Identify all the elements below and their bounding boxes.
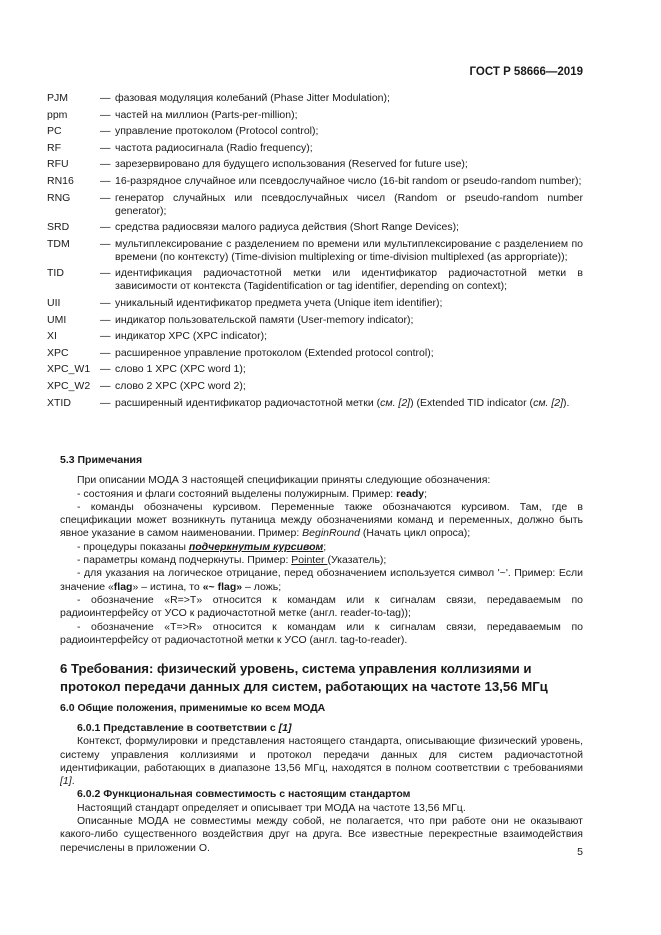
document-header: ГОСТ Р 58666—2019 <box>469 66 583 78</box>
abbreviation-description: мультиплексирование с разделением по времени или мультиплексирование с разделением по времени (по контексту) (Time-division multiplexing or time-division multiplexed (as appropriate)); <box>115 237 583 263</box>
abbreviation-dash: — <box>100 346 111 359</box>
abbreviation-dash: — <box>100 396 111 409</box>
abbreviation-item <box>47 175 583 188</box>
abbreviation-item <box>47 125 583 138</box>
abbreviation-description: индикатор XPC (XPC indicator); <box>115 330 267 343</box>
abbreviation-description: слово 2 XPC (XPC word 2); <box>115 379 246 392</box>
notes-item-negation <box>60 567 583 594</box>
notes-not-flag: «~ flag» <box>202 580 243 593</box>
abbreviation-description: слово 1 XPC (XPC word 1); <box>115 363 246 376</box>
section-6-title: 6 Требования: физический уровень, система управления коллизиями и протокол передачи данных для систем, работающих на частоте 13,56 МГц <box>60 661 548 694</box>
abbreviation-dash: — <box>100 267 111 280</box>
notes-item-bold <box>60 488 583 501</box>
abbreviation-dash: — <box>100 330 111 343</box>
abbreviation-description <box>115 397 583 410</box>
abbreviation-description: фазовая модуляция колебаний (Phase Jitter Modulation); <box>115 92 390 104</box>
notes-heading: 5.3 Примечания <box>60 454 143 466</box>
abbreviation-term: XTID <box>47 396 71 409</box>
abbreviation-term: TID <box>47 267 64 280</box>
abbreviation-term: RF <box>47 141 61 154</box>
abbreviation-term: XPC <box>47 346 69 359</box>
abbreviation-term: TDM <box>47 237 70 250</box>
xtid-see-2: см. <box>533 396 549 409</box>
abbreviation-term: RFU <box>47 158 69 171</box>
abbreviation-term: RN16 <box>47 174 74 187</box>
section-6-0-2-heading: 6.0.2 Функциональная совместимость с настоящим стандартом <box>77 788 411 801</box>
paragraph-ref: [1] <box>60 775 72 788</box>
abbreviation-item <box>47 363 583 376</box>
abbreviation-dash: — <box>100 363 111 376</box>
abbreviation-description: индикатор пользовательской памяти (User-memory indicator); <box>115 313 414 326</box>
xtid-see: см. <box>380 396 396 409</box>
abbreviation-dash: — <box>100 158 111 171</box>
abbreviation-description: частей на миллион (Parts-per-million); <box>115 108 298 121</box>
page-number: 5 <box>577 846 583 858</box>
xtid-ref-2: [2] <box>551 396 564 409</box>
notes-example-italic: BeginRound <box>302 527 360 540</box>
abbreviation-term: UII <box>47 296 61 309</box>
abbreviation-term: XPC_W2 <box>47 379 91 392</box>
abbreviation-dash: — <box>100 191 111 204</box>
abbreviation-item <box>47 109 583 122</box>
notes-section <box>60 454 583 647</box>
abbreviation-description: средства радиосвязи малого радиуса действия (Short Range Devices); <box>115 221 459 234</box>
abbreviation-description: идентификация радиочастотной метки или идентификатор радиочастотной метки в зависимости от контекста (Tagidentification or tag identifier, depending on context); <box>115 267 583 293</box>
abbreviation-term: PJM <box>47 92 68 104</box>
abbreviation-dash: — <box>100 92 111 104</box>
abbreviation-item <box>47 314 583 327</box>
abbreviation-item-xtid <box>47 397 583 410</box>
abbreviation-description: управление протоколом (Protocol control); <box>115 125 319 138</box>
notes-text: ; <box>323 540 327 553</box>
abbreviation-item <box>47 92 583 105</box>
section-6-0-1-text <box>60 735 583 788</box>
notes-item-r-to-t: - обозначение «R=>T» относится к командам или к сигналам связи, передаваемым по радиоинтерфейсу от УСО к радиочастотной метке (англ. reader-to-tag)); <box>60 593 583 620</box>
heading-text: 6.0.1 Представление в соответствии с <box>77 722 279 734</box>
notes-item-t-to-r: - обозначение «T=>R» относится к командам или к сигналам связи, передаваемым по радиоинтерфейсу от радиочастотной метки к УСО (англ. tag-to-reader). <box>60 620 583 646</box>
notes-text: ; <box>424 487 428 500</box>
paragraph-text: Контекст, формулировки и представления настоящего стандарта, описывающие физический уровень, систему управления коллизиями и протокол передачи данных для систем радиочастотной идентификации, работающих в диапазоне 13,56 МГц, находятся в полном соответствии с требованиями <box>60 735 583 774</box>
abbreviation-dash: — <box>100 221 111 234</box>
notes-item-procedures <box>60 541 583 554</box>
abbreviation-item <box>47 142 583 155</box>
notes-text: (Начать цикл опроса); <box>359 527 471 540</box>
abbreviation-term: XI <box>47 330 57 343</box>
abbreviation-description: частота радиосигнала (Radio frequency); <box>115 141 313 154</box>
abbreviation-item <box>47 221 583 234</box>
abbreviation-dash: — <box>100 174 111 187</box>
notes-example-bold: ready <box>396 487 425 500</box>
abbreviation-item <box>47 330 583 343</box>
abbreviation-description: уникальный идентификатор предмета учета (Unique item identifier); <box>115 296 443 309</box>
abbreviation-dash: — <box>100 237 111 250</box>
xtid-desc-c: ). <box>563 396 570 409</box>
abbreviation-dash: — <box>100 141 111 154</box>
notes-intro: При описании МОДА 3 настоящей спецификации приняты следующие обозначения: <box>77 474 491 487</box>
heading-ref: [1] <box>278 722 292 734</box>
abbreviation-item <box>47 158 583 171</box>
notes-example-underlined-italic: подчеркнутым курсивом <box>188 540 324 553</box>
abbreviation-item <box>47 238 583 264</box>
abbreviation-list <box>47 92 583 413</box>
notes-example-underlined: Pointer <box>291 554 328 567</box>
notes-item-parameters <box>60 554 583 567</box>
abbreviation-dash: — <box>100 296 111 309</box>
xtid-desc-b: ) (Extended TID indicator ( <box>410 396 534 409</box>
notes-item-italic <box>60 501 583 541</box>
xtid-ref: [2] <box>398 396 411 409</box>
notes-text: - команды обозначены курсивом. Переменные также обозначаются курсивом. Там, где в спецификации может возникнуть путаница между обозначениями команд и переменных, должно быть явное указание в самом наименовании. Пример: <box>60 500 583 540</box>
section-6-0-1-heading <box>60 722 583 735</box>
abbreviation-description: 16-разрядное случайное или псевдослучайное число (16-bit random or pseudo-random number); <box>115 174 582 187</box>
abbreviation-term: SRD <box>47 221 70 234</box>
abbreviation-description: генератор случайных или псевдослучайных чисел (Random or pseudo-random number generator); <box>115 191 583 217</box>
notes-text: - состояния и флаги состояний выделены полужирным. Пример: <box>77 487 397 500</box>
notes-flag: flag <box>113 580 133 593</box>
section-6-0-2-p2: Описанные МОДА не совместимы между собой, не полагается, что при работе они не оказывают какого-либо существенного воздействия друг на друга. Все известные перекрестные взаимодействия перечислены в приложении О. <box>60 815 583 854</box>
abbreviation-dash: — <box>100 313 111 326</box>
section-6-0-heading: 6.0 Общие положения, применимые ко всем МОДА <box>60 702 326 714</box>
abbreviation-term: UMI <box>47 313 67 326</box>
section-6-0-2-p1: Настоящий стандарт определяет и описывает три МОДА на частоте 13,56 МГц. <box>77 801 466 814</box>
section-6 <box>60 660 583 855</box>
abbreviation-dash: — <box>100 108 111 121</box>
notes-text: » – истина, то <box>132 580 203 593</box>
notes-text: (Указатель); <box>327 554 387 567</box>
abbreviation-item <box>47 347 583 360</box>
abbreviation-item <box>47 297 583 310</box>
notes-text: - процедуры показаны <box>77 540 189 553</box>
abbreviation-item <box>47 192 583 218</box>
abbreviation-term: PC <box>47 125 62 138</box>
notes-text: - параметры команд подчеркнуты. Пример: <box>77 554 292 567</box>
notes-text: – ложь; <box>242 580 282 593</box>
abbreviation-description: зарезервировано для будущего использования (Reserved for future use); <box>115 158 468 171</box>
xtid-desc-a: расширенный идентификатор радиочастотной метки ( <box>115 396 381 409</box>
paragraph-text: . <box>71 775 75 788</box>
abbreviation-description: расширенное управление протоколом (Extended protocol control); <box>115 346 434 359</box>
abbreviation-term: XPC_W1 <box>47 363 91 376</box>
abbreviation-term: ppm <box>47 108 68 121</box>
abbreviation-dash: — <box>100 379 111 392</box>
abbreviation-item <box>47 267 583 293</box>
abbreviation-dash: — <box>100 125 111 138</box>
abbreviation-term: RNG <box>47 191 71 204</box>
abbreviation-item <box>47 380 583 393</box>
notes-text: - для указания на логическое отрицание, перед обозначением используется символ '~'. Пример: Если значение « <box>60 567 583 593</box>
